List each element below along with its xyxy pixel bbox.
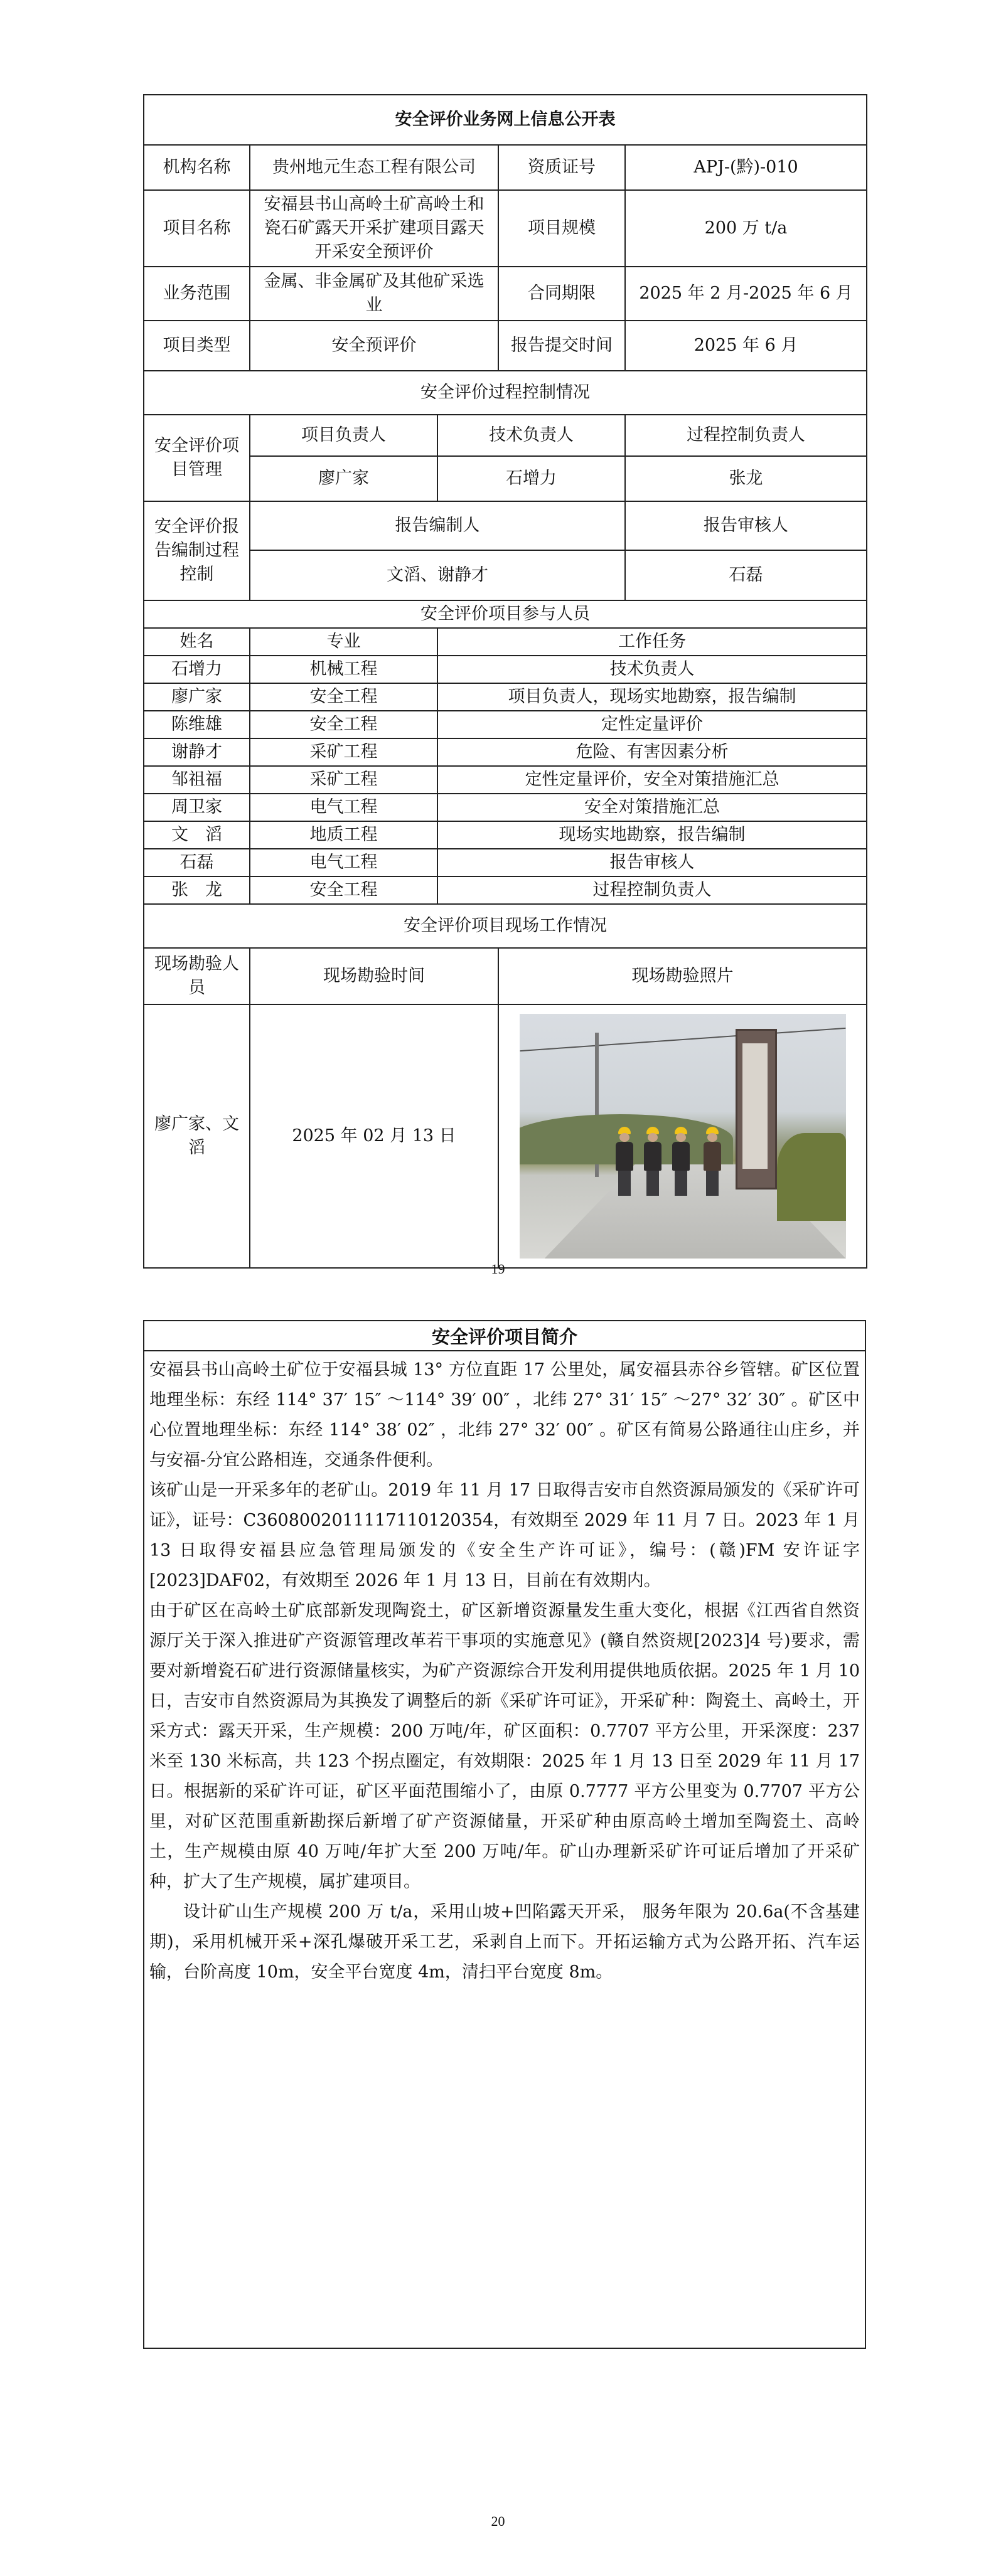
member-task: 定性定量评价 — [437, 711, 867, 738]
process-section-title: 安全评价过程控制情况 — [144, 371, 867, 415]
mgmt-value-0: 廖广家 — [250, 456, 437, 501]
org-value: 贵州地元生态工程有限公司 — [250, 145, 498, 190]
member-major: 安全工程 — [250, 683, 437, 711]
report-value-1: 石磊 — [625, 550, 867, 600]
worker-figure — [614, 1127, 635, 1196]
member-name: 文 滔 — [144, 821, 250, 849]
scale-label: 项目规模 — [498, 190, 625, 267]
project-name-label: 项目名称 — [144, 190, 250, 267]
brief-paragraph: 该矿山是一开采多年的老矿山。2019 年 11 月 17 日取得吉安市自然资源局颁发的《采矿许可证》，证号：C3608002011117110120354，有效期至 2029 年 11 月 7 日。2023 年 1 月 13 日取得安福县应急管理局颁发的《安全生产许可证》，编号：(赣)FM 安许证字[2023]DAF02，有效期至 2026 年 1 月 13 日，目前在有效期内。 — [149, 1481, 860, 1590]
mgmt-header-0: 项目负责人 — [250, 415, 437, 456]
site-header-people: 现场勘验人员 — [144, 948, 250, 1004]
bush — [777, 1133, 846, 1221]
table-row — [144, 711, 867, 738]
member-task: 报告审核人 — [437, 849, 867, 876]
submit-value: 2025 年 6 月 — [625, 321, 867, 371]
table-row — [144, 794, 867, 821]
report-label: 安全评价报告编制过程控制 — [144, 501, 250, 600]
mgmt-header-1: 技术负责人 — [437, 415, 625, 456]
member-task: 安全对策措施汇总 — [437, 794, 867, 821]
brief-paragraph: 安福县书山高岭土矿位于安福县城 13° 方位直距 17 公里处，属安福县赤谷乡管辖。矿区位置地理坐标：东经 114° 37′ 15″ ～114° 39′ 00″ ，北纬 27° 31′ 15″ ～27° 32′ 30″ 。矿区中心位置地理坐标：东经 114° 38′ 02″ ，北纬 27° 32′ 00″ 。矿区有简易公路通往山庄乡，并与安福-分宜公路相连，交通条件便利。 — [149, 1360, 860, 1470]
member-name: 周卫家 — [144, 794, 250, 821]
report-header-1: 报告审核人 — [625, 501, 867, 550]
info-disclosure-table — [143, 94, 867, 1269]
project-name-value: 安福县书山高岭土矿高岭土和瓷石矿露天开采扩建项目露天开采安全预评价 — [250, 190, 498, 267]
member-name: 廖广家 — [144, 683, 250, 711]
table-row — [144, 683, 867, 711]
site-people: 廖广家、文滔 — [144, 1004, 250, 1268]
report-value-0: 文滔、谢静才 — [250, 550, 625, 600]
mgmt-label: 安全评价项目管理 — [144, 415, 250, 501]
member-name: 张 龙 — [144, 876, 250, 904]
member-task: 技术负责人 — [437, 656, 867, 683]
site-photo-cell — [498, 1004, 867, 1268]
worker-figure — [702, 1127, 723, 1196]
cert-value: APJ-(黔)-010 — [625, 145, 867, 190]
site-time: 2025 年 02 月 13 日 — [250, 1004, 498, 1268]
brief-body — [144, 1351, 865, 2348]
member-major: 安全工程 — [250, 711, 437, 738]
site-inspection-photo — [520, 1014, 846, 1259]
members-section-title: 安全评价项目参与人员 — [144, 600, 867, 628]
table-row — [144, 738, 867, 766]
table-row — [144, 656, 867, 683]
submit-label: 报告提交时间 — [498, 321, 625, 371]
member-name: 谢静才 — [144, 738, 250, 766]
type-value: 安全预评价 — [250, 321, 498, 371]
worker-figure — [670, 1127, 692, 1196]
members-header-major: 专业 — [250, 628, 437, 656]
power-line — [520, 1028, 845, 1051]
mgmt-value-1: 石增力 — [437, 456, 625, 501]
member-major: 采矿工程 — [250, 738, 437, 766]
org-label: 机构名称 — [144, 145, 250, 190]
member-task: 项目负责人，现场实地勘察，报告编制 — [437, 683, 867, 711]
member-task: 现场实地勘察，报告编制 — [437, 821, 867, 849]
brief-title: 安全评价项目简介 — [144, 1321, 865, 1351]
member-name: 石增力 — [144, 656, 250, 683]
site-section-title: 安全评价项目现场工作情况 — [144, 904, 867, 948]
table-row — [144, 821, 867, 849]
project-brief-table — [143, 1320, 866, 2349]
member-major: 采矿工程 — [250, 766, 437, 794]
member-major: 地质工程 — [250, 821, 437, 849]
scope-label: 业务范围 — [144, 267, 250, 321]
member-major: 机械工程 — [250, 656, 437, 683]
table-row — [144, 876, 867, 904]
period-value: 2025 年 2 月-2025 年 6 月 — [625, 267, 867, 321]
member-task: 危险、有害因素分析 — [437, 738, 867, 766]
page-19 — [0, 0, 996, 1286]
site-header-photo: 现场勘验照片 — [498, 948, 867, 1004]
brief-paragraph: 由于矿区在高岭土矿底部新发现陶瓷土，矿区新增资源量发生重大变化，根据《江西省自然资源厅关于深入推进矿产资源管理改革若干事项的实施意见》(赣自然资规[2023]4 号)要求，需要对新增瓷石矿进行资源储量核实，为矿产资源综合开发利用提供地质依据。2025 年 1 月 10 日，吉安市自然资源局为其换发了调整后的新《采矿许可证》，开采矿种：陶瓷土、高岭土，开采方式：露天开采，生产规模：200 万吨/年，矿区面积：0.7707 平方公里，开采深度：237 米至 130 米标高，共 123 个拐点圈定，有效期限：2025 年 1 月 13 日至 2029 年 11 月 17 日。根据新的采矿许可证，矿区平面范围缩小了，由原 0.7777 平方公里变为 0.7707 平方公里，对矿区范围重新勘探后新增了矿产资源储量，开采矿种由原高岭土增加至陶瓷土、高岭土，生产规模由原 40 万吨/年扩大至 200 万吨/年。矿山办理新采矿许可证后增加了开采矿种，扩大了生产规模，属扩建项目。 — [149, 1601, 860, 1892]
scale-value: 200 万 t/a — [625, 190, 867, 267]
site-header-time: 现场勘验时间 — [250, 948, 498, 1004]
member-major: 电气工程 — [250, 794, 437, 821]
table-row — [144, 766, 867, 794]
member-task: 过程控制负责人 — [437, 876, 867, 904]
mgmt-value-2: 张龙 — [625, 456, 867, 501]
type-label: 项目类型 — [144, 321, 250, 371]
members-header-name: 姓名 — [144, 628, 250, 656]
cert-label: 资质证号 — [498, 145, 625, 190]
scope-value: 金属、非金属矿及其他矿采选业 — [250, 267, 498, 321]
table-row — [144, 849, 867, 876]
member-name: 石磊 — [144, 849, 250, 876]
members-header-task: 工作任务 — [437, 628, 867, 656]
brief-paragraph: 设计矿山生产规模 200 万 t/a，采用山坡+凹陷露天开采， 服务年限为 20.6a(不含基建期)，采用机械开采+深孔爆破开采工艺，采剥自上而下。开拓运输方式为公路开拓、汽车运输，台阶高度 10m，安全平台宽度 4m，清扫平台宽度 8m。 — [149, 1902, 860, 1982]
member-task: 定性定量评价，安全对策措施汇总 — [437, 766, 867, 794]
worker-figure — [642, 1127, 663, 1196]
member-major: 电气工程 — [250, 849, 437, 876]
mgmt-header-2: 过程控制负责人 — [625, 415, 867, 456]
mine-sign — [736, 1029, 777, 1190]
period-label: 合同期限 — [498, 267, 625, 321]
table-title: 安全评价业务网上信息公开表 — [144, 95, 867, 145]
page-number: 20 — [491, 2513, 505, 2529]
page-number: 19 — [491, 1261, 505, 1277]
member-major: 安全工程 — [250, 876, 437, 904]
member-name: 陈维雄 — [144, 711, 250, 738]
report-header-0: 报告编制人 — [250, 501, 625, 550]
member-name: 邹祖福 — [144, 766, 250, 794]
